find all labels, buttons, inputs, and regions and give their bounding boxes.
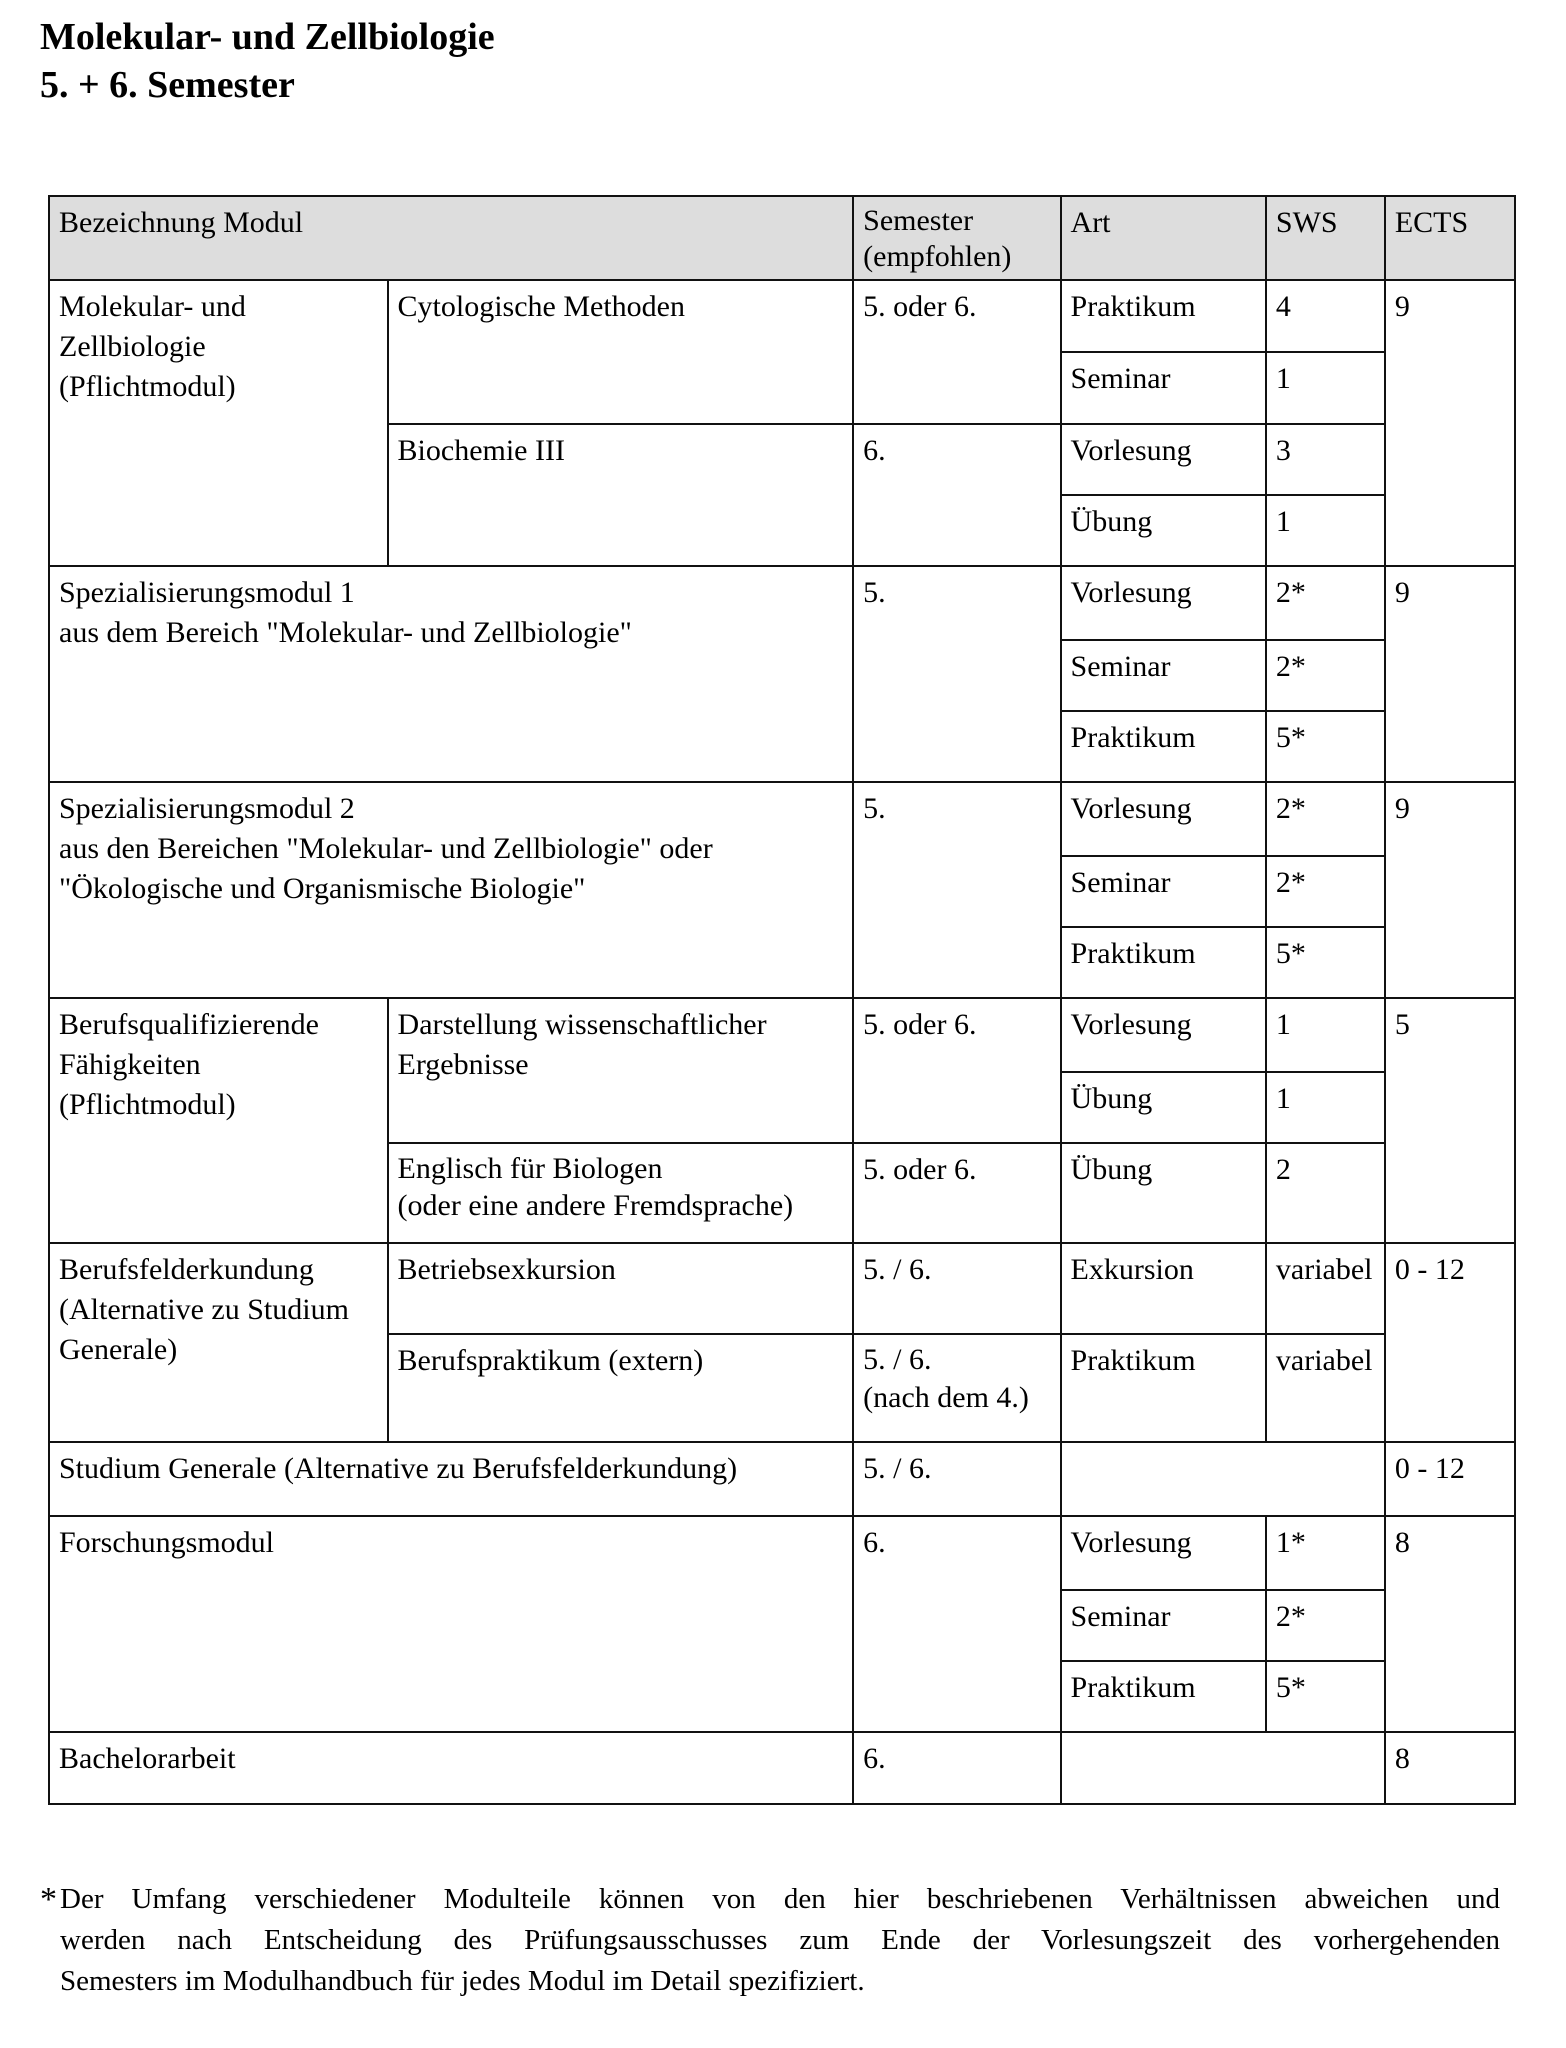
submodule-name: Darstellung wissenschaftlicher Ergebnisse xyxy=(388,998,854,1143)
semester-cell: 6. xyxy=(853,1516,1060,1732)
sws-cell: 1* xyxy=(1266,1516,1385,1590)
table-row xyxy=(49,1243,1515,1334)
sws-cell: 1 xyxy=(1266,495,1385,566)
art-cell: Übung xyxy=(1061,495,1266,566)
art-cell: Vorlesung xyxy=(1061,424,1266,495)
art-cell: Seminar xyxy=(1061,1590,1266,1661)
art-cell: Übung xyxy=(1061,1072,1266,1143)
header-modul: Bezeichnung Modul xyxy=(49,196,853,280)
submodule-name: Betriebsexkursion xyxy=(388,1243,854,1334)
art-cell: Praktikum xyxy=(1061,280,1266,352)
sws-cell: 2* xyxy=(1266,782,1385,856)
art-cell: Seminar xyxy=(1061,856,1266,927)
ects-cell: 8 xyxy=(1385,1732,1515,1804)
sws-cell: variabel xyxy=(1266,1243,1385,1334)
footnote-asterisk: * xyxy=(40,1881,57,1918)
art-cell: Vorlesung xyxy=(1061,782,1266,856)
table-row xyxy=(49,1442,1515,1516)
footnote-line-3: Semesters im Modulhandbuch für jedes Modul im Detail spezifiziert. xyxy=(60,1965,865,1997)
semester-cell: 5. oder 6. xyxy=(853,280,1060,424)
art-cell: Exkursion xyxy=(1061,1243,1266,1334)
sws-cell: variabel xyxy=(1266,1334,1385,1442)
sws-cell: 5* xyxy=(1266,711,1385,782)
semester-cell: 5. oder 6. xyxy=(853,1143,1060,1243)
sws-cell: 4 xyxy=(1266,280,1385,352)
sws-cell: 2 xyxy=(1266,1143,1385,1243)
art-cell: Vorlesung xyxy=(1061,998,1266,1072)
header-sws: SWS xyxy=(1266,196,1385,280)
semester-cell: 5. / 6. xyxy=(853,1243,1060,1334)
submodule-name: Englisch für Biologen (oder eine andere Fremdsprache) xyxy=(388,1143,854,1243)
module-name: Spezialisierungsmodul 2 aus den Bereichen "Molekular- und Zellbiologie" oder "Ökologische und Organismische Biologie" xyxy=(49,782,853,998)
header-art: Art xyxy=(1061,196,1266,280)
ects-cell: 5 xyxy=(1385,998,1515,1243)
header-ects: ECTS xyxy=(1385,196,1515,280)
ects-cell: 9 xyxy=(1385,566,1515,782)
art-cell: Praktikum xyxy=(1061,711,1266,782)
ects-cell: 8 xyxy=(1385,1516,1515,1732)
empty-cell xyxy=(1061,1442,1385,1516)
ects-cell: 0 - 12 xyxy=(1385,1442,1515,1516)
semester-cell: 5. oder 6. xyxy=(853,998,1060,1143)
ects-cell: 9 xyxy=(1385,280,1515,566)
submodule-name: Cytologische Methoden xyxy=(388,280,854,424)
art-cell: Seminar xyxy=(1061,640,1266,711)
table-row xyxy=(49,1732,1515,1804)
semester-cell: 5. / 6. xyxy=(853,1442,1060,1516)
art-cell: Vorlesung xyxy=(1061,566,1266,640)
semester-cell: 5. xyxy=(853,566,1060,782)
semester-cell: 5. xyxy=(853,782,1060,998)
semester-cell: 6. xyxy=(853,1732,1060,1804)
header-semester: Semester (empfohlen) xyxy=(853,196,1060,280)
submodule-name: Biochemie III xyxy=(388,424,854,566)
sws-cell: 5* xyxy=(1266,1661,1385,1732)
page-title: Molekular- und Zellbiologie xyxy=(40,16,495,58)
sws-cell: 2* xyxy=(1266,566,1385,640)
art-cell: Praktikum xyxy=(1061,1661,1266,1732)
sws-cell: 2* xyxy=(1266,1590,1385,1661)
semester-cell: 5. / 6. (nach dem 4.) xyxy=(853,1334,1060,1442)
sws-cell: 2* xyxy=(1266,640,1385,711)
sws-cell: 1 xyxy=(1266,998,1385,1072)
table-row xyxy=(49,280,1515,352)
footnote-line-1: Der Umfang verschiedener Modulteile können von den hier beschriebenen Verhältnissen abweichen und xyxy=(60,1883,1500,1915)
table-row xyxy=(49,1516,1515,1590)
sws-cell: 5* xyxy=(1266,927,1385,998)
module-name: Forschungsmodul xyxy=(49,1516,853,1732)
sws-cell: 1 xyxy=(1266,352,1385,424)
page-subtitle: 5. + 6. Semester xyxy=(40,64,295,106)
sws-cell: 2* xyxy=(1266,856,1385,927)
sws-cell: 1 xyxy=(1266,1072,1385,1143)
art-cell: Vorlesung xyxy=(1061,1516,1266,1590)
table-row xyxy=(49,782,1515,856)
module-table xyxy=(48,195,1516,1805)
sws-cell: 3 xyxy=(1266,424,1385,495)
art-cell: Praktikum xyxy=(1061,1334,1266,1442)
ects-cell: 9 xyxy=(1385,782,1515,998)
table-row xyxy=(49,566,1515,640)
art-cell: Praktikum xyxy=(1061,927,1266,998)
module-name: Berufsfelderkundung (Alternative zu Studium Generale) xyxy=(49,1243,388,1442)
art-cell: Seminar xyxy=(1061,352,1266,424)
footnote-line-2: werden nach Entscheidung des Prüfungsausschusses zum Ende der Vorlesungszeit des vorhergehenden xyxy=(60,1924,1500,1956)
table-header-row xyxy=(49,196,1515,280)
module-name: Molekular- und Zellbiologie (Pflichtmodul) xyxy=(49,280,388,566)
module-name: Berufsqualifizierende Fähigkeiten (Pflichtmodul) xyxy=(49,998,388,1243)
art-cell: Übung xyxy=(1061,1143,1266,1243)
semester-cell: 6. xyxy=(853,424,1060,566)
ects-cell: 0 - 12 xyxy=(1385,1243,1515,1442)
empty-cell xyxy=(1061,1732,1385,1804)
module-name: Studium Generale (Alternative zu Berufsfelderkundung) xyxy=(49,1442,853,1516)
table-row xyxy=(49,998,1515,1072)
submodule-name: Berufspraktikum (extern) xyxy=(388,1334,854,1442)
module-name: Bachelorarbeit xyxy=(49,1732,853,1804)
module-name: Spezialisierungsmodul 1 aus dem Bereich "Molekular- und Zellbiologie" xyxy=(49,566,853,782)
